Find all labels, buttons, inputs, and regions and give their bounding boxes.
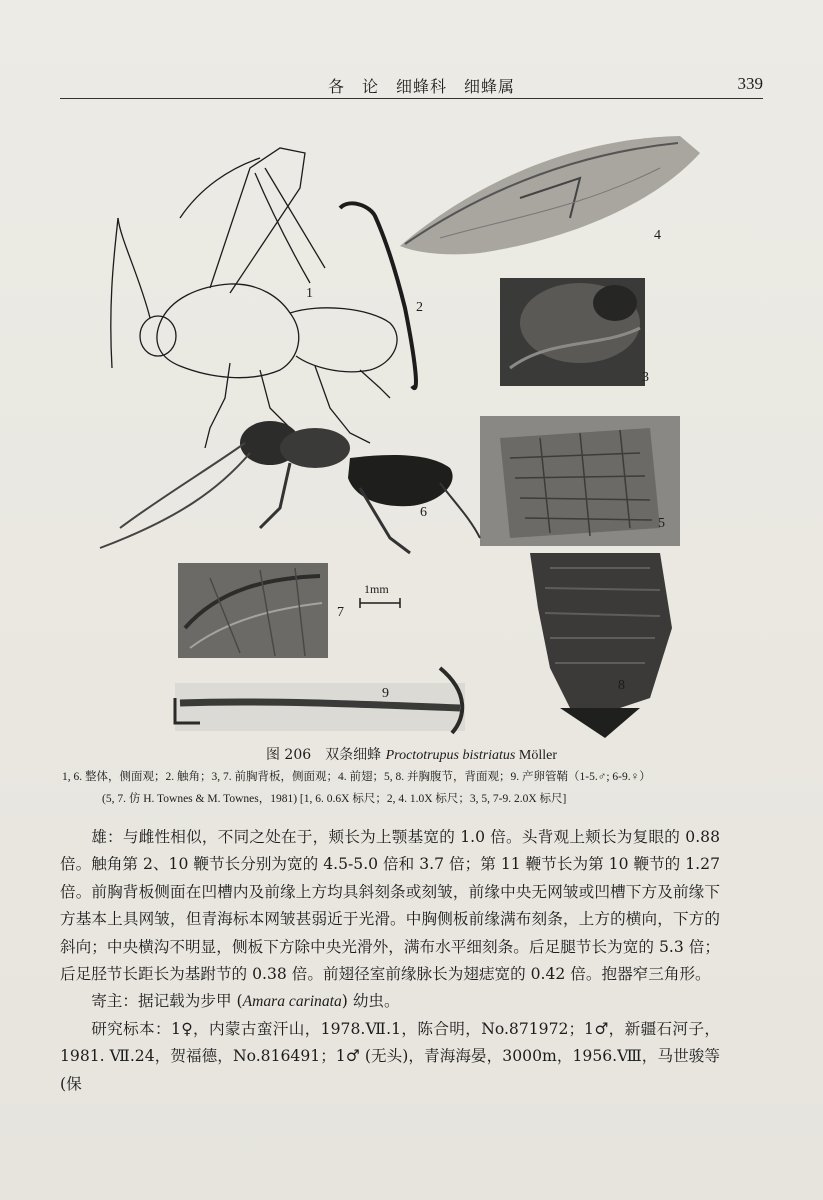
caption-title-cn: 图 206 双条细蜂 (265, 747, 386, 763)
panel-8-propodeum-photo (530, 553, 672, 738)
scale-bar (360, 598, 400, 608)
figure-caption-title (0, 744, 823, 764)
specimens-paragraph: 研究标本：1♀，内蒙古蛮汗山，1978.Ⅶ.1，陈合明，No.871972；1♂，新疆石河子，1981. Ⅶ.24，贺福德，No.816491；1♂ (无头)，青海海晏，3000m，1956.Ⅷ，马世骏等 (保 (60, 1019, 720, 1093)
running-title: 各 论 细蜂科 细蜂属 (328, 77, 516, 96)
panel-label-4: 4 (654, 228, 661, 243)
figure-caption-line-2: (5, 7. 仿 H. Townes & M. Townes，1981) [1, 6. 0.6X 标尺；2, 4. 1.0X 标尺；3, 5, 7-9. 2.0X 标尺] (102, 793, 567, 805)
panel-7-pronotum-photo (178, 563, 328, 658)
body-text (60, 824, 720, 1098)
scale-bar-label: 1mm (364, 582, 389, 596)
figure-artwork (60, 108, 760, 738)
host-paragraph (60, 988, 720, 1015)
caption-title-species: Proctotrupus bistriatus (385, 748, 516, 763)
panel-label-8: 8 (618, 678, 625, 693)
male-description-paragraph: 雄：与雌性相似，不同之处在于，颊长为上颚基宽的 1.0 倍。头背观上颊长为复眼的 0.88 倍。触角第 2、10 鞭节长分别为宽的 4.5-5.0 倍和 3.7 倍；第 11 鞭节长为第 10 鞭节的 1.27 倍。前胸背板侧面在凹槽内及前缘上方均具斜刻条或刻皱，前缘中央无网皱或凹槽下方及前缘下方基本上具网皱，但青海标本网皱甚弱近于光滑。中胸侧板前缘满布刻条，上方的横向，下方的斜向；中央横沟不明显，侧板下方除中央光滑外，满布水平细刻条。后足腿节长为宽的 5.3 倍；后足胫节长距长为基跗节的 0.38 倍。前翅径室前缘脉长为翅痣宽的 0.42 倍。抱器窄三角形。 (60, 828, 720, 984)
running-header (60, 60, 763, 99)
panel-label-3: 3 (642, 370, 649, 385)
panel-label-2: 2 (416, 300, 423, 315)
panel-label-7: 7 (337, 605, 344, 620)
caption-title-author: Möller (515, 748, 557, 763)
host-prefix: 寄主：据记载为步甲 ( (91, 992, 243, 1011)
page-number: 339 (737, 74, 763, 93)
panel-6-habitus-photo (100, 421, 480, 553)
panel-5-propodeum-photo (480, 416, 680, 546)
panel-label-1: 1 (306, 286, 313, 301)
panel-label-5: 5 (658, 516, 665, 531)
panel-1-habitus-drawing (111, 148, 397, 448)
panel-3-pronotum-photo (500, 278, 645, 386)
figure-plate (60, 108, 760, 738)
figure-caption-line-1: 1, 6. 整体，侧面观；2. 触角；3, 7. 前胸背板，侧面观；4. 前翅；5, 8. 并胸腹节，背面观；9. 产卵管鞘（1-5.♂; 6-9.♀） (62, 771, 651, 783)
host-species: Amara carinata (242, 993, 342, 1011)
panel-9-ovipositor-photo (175, 668, 465, 733)
panel-label-6: 6 (420, 505, 427, 520)
panel-2-antenna-drawing (340, 203, 416, 388)
host-suffix: ) 幼虫。 (341, 992, 400, 1011)
panel-label-9: 9 (382, 686, 389, 701)
